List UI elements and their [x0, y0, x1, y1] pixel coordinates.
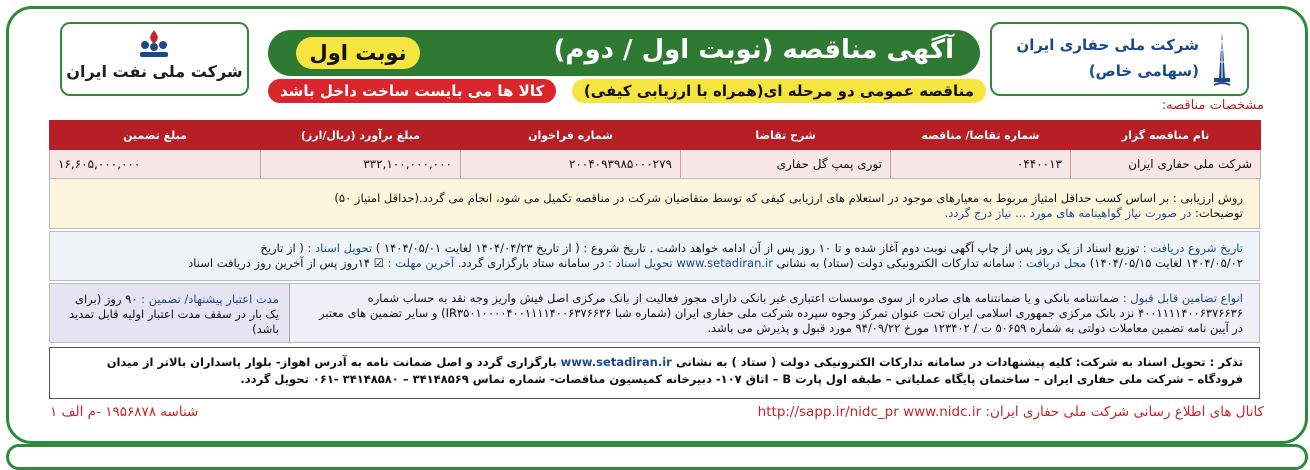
- place-text: سامانه تدارکات الکترونیکی دولت (ستاد) به نشانی: [776, 256, 1015, 270]
- note-text-a: تذکر : تحویل اسناد به شرکت: کلیه پیشنهادات در سامانه تدارکات الکترونیکی دولت ( ستاد ) به نشانی: [675, 355, 1243, 369]
- delivery-text: ( از تاریخ: [260, 241, 304, 255]
- validity-box: [50, 284, 290, 342]
- footer-channels: کانال های اطلاع رسانی شرکت ملی حفاری ایران: http://sapp.ir/nidc_pr www.nidc.ir: [757, 404, 1264, 420]
- col-header: مبلغ برآورد (ریال/ارز): [261, 121, 461, 150]
- table-cell-estimate: ۳۳۲,۱۰۰,۰۰۰,۰۰۰: [261, 150, 461, 179]
- note-setad-link[interactable]: www.setadiran.ir: [560, 355, 672, 369]
- page-title: آگهی مناقصه (نوبت اول / دوم): [553, 35, 954, 65]
- submit-label: تحویل اسناد :: [608, 256, 673, 270]
- nidc-name-line1: شرکت ملی حفاری ایران: [1016, 36, 1199, 54]
- setad-link[interactable]: www.setadiran.ir: [676, 256, 773, 270]
- guarantee-panel: [49, 283, 1260, 343]
- validity-text: ۹۰ روز (برای یک بار در سقف مدت اعتبار اولیه قابل تمدید باشد): [68, 292, 279, 336]
- tender-type-badge: مناقصه عمومی دو مرحله ای(همراه با ارزیابی کیفی): [572, 79, 986, 103]
- dates-line-2: [60, 256, 1243, 271]
- dates-line-1: [60, 241, 1243, 256]
- evaluation-notes: [60, 206, 1243, 221]
- deadline-text: ☑ ۱۴روز پس از آخرین روز دریافت اسناد: [188, 256, 385, 270]
- deadline-label: آخرین مهلت :: [387, 256, 455, 270]
- delivery-label: تحویل اسناد :: [307, 241, 373, 255]
- nioc-name: شرکت ملی نفت ایران: [66, 62, 243, 81]
- table-row: [50, 150, 1261, 179]
- place-label: محل دریافت :: [1018, 256, 1087, 270]
- drilling-rig-icon: [1211, 30, 1233, 88]
- next-ad-border: [6, 444, 1308, 470]
- submit-text: در سامانه ستاد بارگزاری گردد.: [457, 256, 605, 270]
- notes-text: در صورت نیاز گواهینامه های مورد ... نیاز درج گردد.: [944, 206, 1192, 220]
- col-header: شماره فراخوان: [461, 121, 681, 150]
- validity-label: مدت اعتبار پیشنهاد/ تضمین :: [141, 292, 279, 306]
- delivery-note-panel: [49, 347, 1260, 399]
- table-cell-call-no: ۲۰۰۴۰۹۳۹۸۵۰۰۰۲۷۹: [461, 150, 681, 179]
- col-header: شرح تقاضا: [681, 121, 891, 150]
- dates-panel: [49, 231, 1260, 281]
- table-cell-guarantee: ۱۶,۶۰۵,۰۰۰,۰۰۰: [50, 150, 261, 179]
- notes-label: توضیحات:: [1194, 206, 1243, 220]
- table-cell-description: توری پمپ گل حفاری: [681, 150, 891, 179]
- tender-table: [49, 120, 1261, 179]
- col-header: نام مناقصه گزار: [1071, 121, 1261, 150]
- domestic-goods-badge: کالا ها می بایست ساخت داخل باشد: [268, 79, 556, 103]
- delivery-range: ۱۴۰۴/۰۵/۰۲ لغایت ۱۴۰۴/۰۵/۱۵): [1089, 256, 1243, 270]
- col-header: شماره تقاضا/ مناقصه: [891, 121, 1071, 150]
- spec-label: مشخصات مناقصه:: [1161, 98, 1264, 113]
- guarantee-types-label: انواع تضامین قابل قبول :: [1122, 291, 1243, 305]
- nioc-logo-box: [60, 22, 249, 96]
- note-text-b: بارگزاری گردد و اصل ضمانت نامه به آدرس اهواز- بلوار پاسداران بالاتر از میدان فرودگاه – شرکت ملی حفاری ایران – ساختمان پایگاه عملیاتی – طبقه اول پارت B – اتاق ۱۰۷- دبیرخانه کمیسیون مناقصات- شماره تماس ۳۴۱۴۸۵۶۹ – ۳۴۱۴۸۵۸۰ -۰۶۱ تحویل گردد.: [106, 355, 1243, 386]
- start-text: توزیع اسناد از یک روز پس از چاپ آگهی نوبت دوم آغاز شده و تا ۱۰ روز پس از آن ادامه خواهد داشت . تاریخ شروع : ( از تاریخ ۱۴۰۴/۰۴/۲۳ لغایت ۱۴۰۴/۰۵/۰۱ ): [375, 241, 1140, 255]
- footer-id: شناسه ۱۹۵۶۸۷۸ -م الف ۱: [50, 404, 199, 420]
- nidc-logo-box: [990, 22, 1249, 96]
- guarantee-types: [299, 284, 1259, 342]
- nioc-flame-icon: [134, 28, 174, 60]
- table-cell-organizer: شرکت ملی حفاری ایران: [1071, 150, 1261, 179]
- guarantee-types-text: ضمانتنامه بانکی و یا ضمانتنامه های صادره از سوی موسسات اعتباری غیر بانکی دارای مجوز فعالیت از بانک مرکزی اصل فیش واریز وجه نقد به حساب شماره ۴۰۰۱۱۱۱۴۰۰۶۳۷۶۶۳۶ نزد بانک مرکزی جمهوری اسلامی ایران تحت عنوان تمرکز وجوه سپرده شرکت ملی حفاری ایران (شماره شبا IR۳۵۰۱۰۰۰۰۴۰۰۱۱۱۱۴۰۰۶۳۷۶۶۳۶) و سایر تضمین های معتبر در آیین نامه تضمین معاملات دولتی به شماره ۵۰۶۵۹ ت / ۱۲۳۴۰۲ مورخ ۹۴/۰۹/۲۲ مورد قبول و پذیرش می باشد.: [318, 291, 1243, 335]
- evaluation-panel: [49, 178, 1260, 229]
- evaluation-method: روش ارزیابی : بر اساس کسب حداقل امتیاز مربوط به معیارهای موجود در استعلام های ارزیابی کیفی که توسط متقاضیان شرکت در مناقصه تکمیل می شود، انجام می گردد.(حداقل امتیاز ۵۰): [334, 191, 1243, 205]
- start-label: تاریخ شروع دریافت :: [1142, 241, 1243, 255]
- title-bar: [268, 30, 980, 76]
- col-header: مبلغ تضمین: [50, 121, 261, 150]
- nidc-name: [1016, 32, 1199, 84]
- turn-badge: نوبت اول: [296, 37, 420, 69]
- subtitle-row: [268, 79, 986, 103]
- table-cell-request-no: ۰۴۴۰۰۱۳: [891, 150, 1071, 179]
- nidc-name-line2: (سهامی خاص): [1088, 62, 1199, 80]
- table-header-row: [50, 121, 1261, 150]
